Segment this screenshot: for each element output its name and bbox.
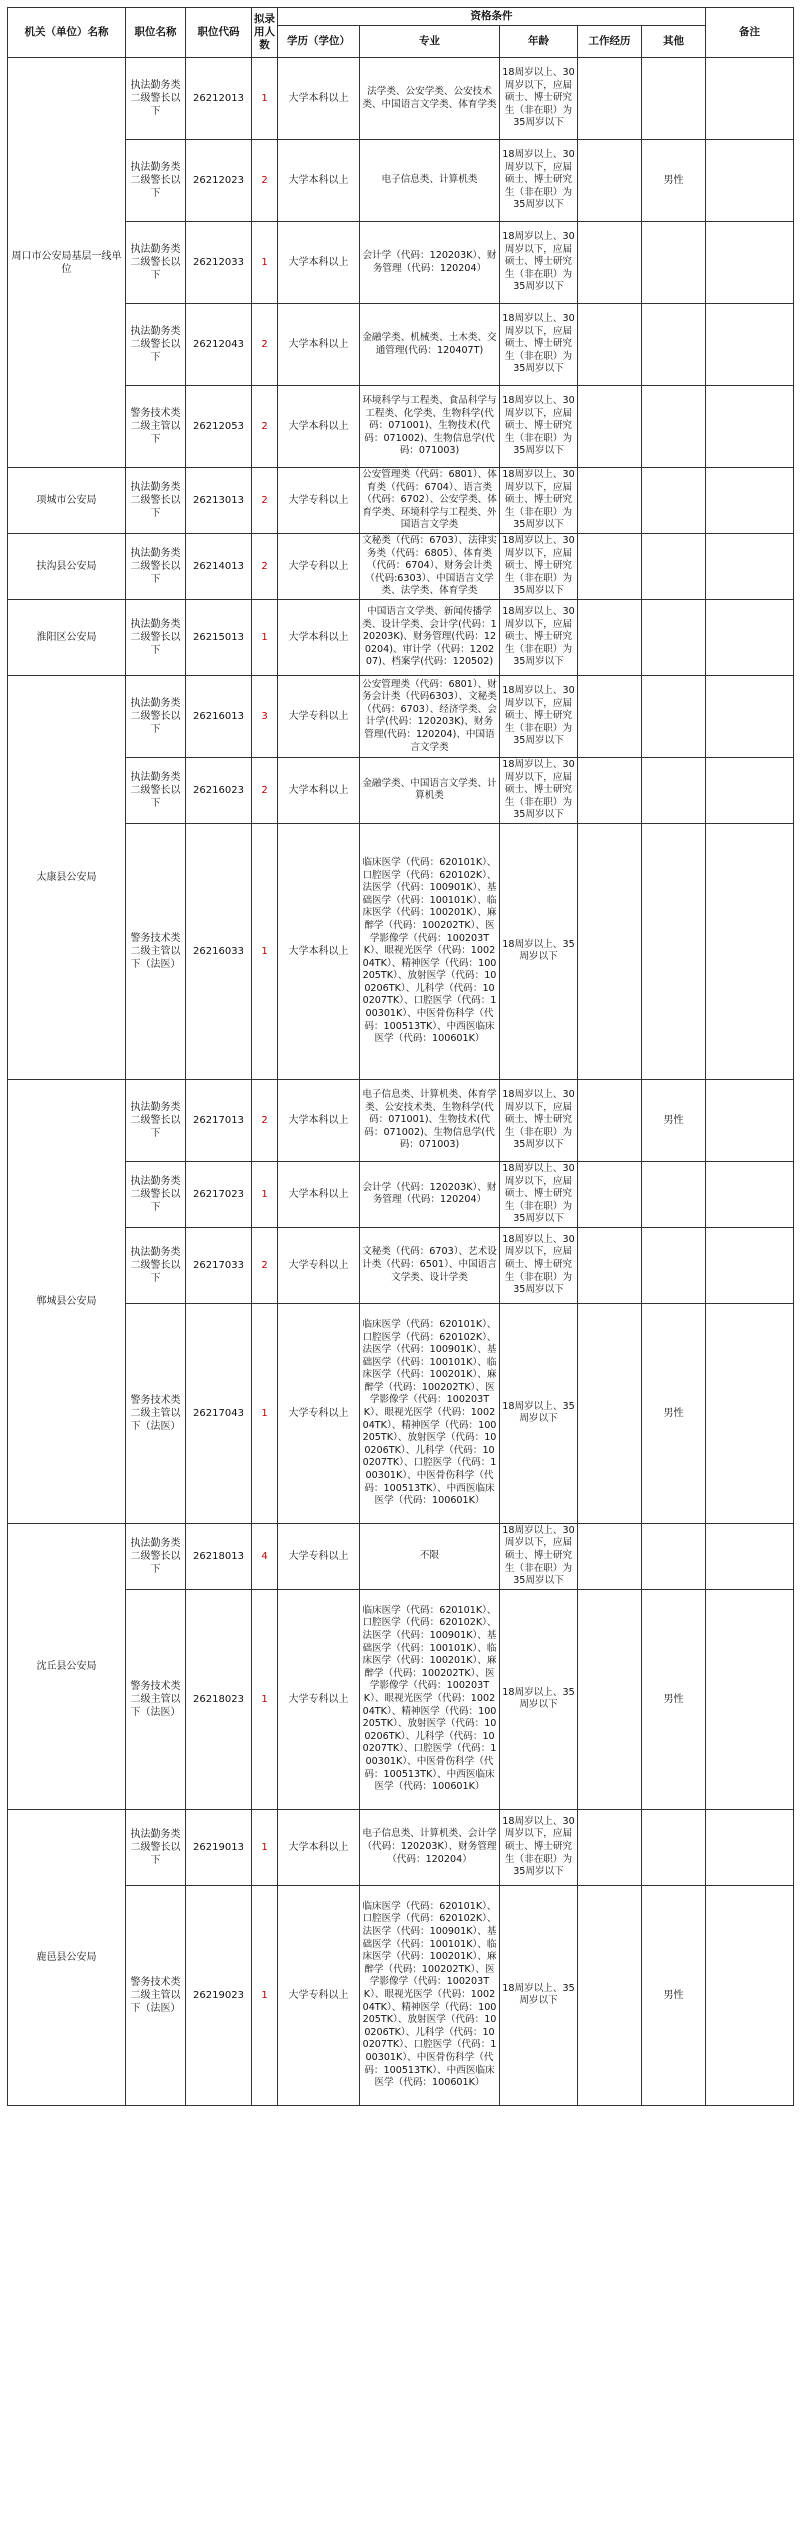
position-name: 执法勤务类二级警长以下 — [126, 757, 186, 823]
work-experience — [578, 1809, 642, 1885]
major-requirement: 金融学类、机械类、土木类、交通管理(代码：120407T) — [360, 304, 500, 386]
work-experience — [578, 58, 642, 140]
hire-count: 2 — [252, 1227, 278, 1303]
age-requirement: 18周岁以上、35周岁以下 — [500, 823, 578, 1079]
other-requirement — [642, 304, 706, 386]
other-requirement — [642, 533, 706, 599]
major-requirement: 公安管理类（代码：6801）、财务会计类（代码6303）、文秘类（代码：6703）、经济学类、会计学(代码：120203K)、财务管理(代码：120204)、中国语言文学类 — [360, 675, 500, 757]
major-requirement: 不限 — [360, 1523, 500, 1589]
position-code: 26217033 — [186, 1227, 252, 1303]
remark — [706, 1885, 794, 2105]
remark — [706, 140, 794, 222]
work-experience — [578, 1079, 642, 1161]
education-requirement: 大学专科以上 — [278, 1303, 360, 1523]
position-name: 执法勤务类二级警长以下 — [126, 222, 186, 304]
age-requirement: 18周岁以上、30周岁以下，应届硕士、博士研究生（非在职）为35周岁以下 — [500, 675, 578, 757]
age-requirement: 18周岁以上、30周岁以下，应届硕士、博士研究生（非在职）为35周岁以下 — [500, 468, 578, 534]
remark — [706, 1523, 794, 1589]
header-qualification: 资格条件 — [278, 8, 706, 26]
major-requirement: 文秘类（代码：6703）、法律实务类（代码：6805）、体育类（代码：6704）、财务会计类（代码:6303）、中国语言文学类、法学类、体育学类 — [360, 533, 500, 599]
education-requirement: 大学本科以上 — [278, 304, 360, 386]
work-experience — [578, 304, 642, 386]
hire-count: 1 — [252, 1885, 278, 2105]
table-row — [8, 1227, 794, 1303]
position-name: 执法勤务类二级警长以下 — [126, 1809, 186, 1885]
position-name: 警务技术类二级主管以下（法医） — [126, 1589, 186, 1809]
unit-name: 太康县公安局 — [8, 675, 126, 1079]
position-code: 26212033 — [186, 222, 252, 304]
header-code: 职位代码 — [186, 8, 252, 58]
hire-count: 1 — [252, 58, 278, 140]
position-name: 执法勤务类二级警长以下 — [126, 1079, 186, 1161]
table-row — [8, 1161, 794, 1227]
work-experience — [578, 675, 642, 757]
hire-count: 2 — [252, 140, 278, 222]
position-code: 26215013 — [186, 599, 252, 675]
remark — [706, 1079, 794, 1161]
work-experience — [578, 823, 642, 1079]
other-requirement: 男性 — [642, 1589, 706, 1809]
hire-count: 1 — [252, 823, 278, 1079]
hire-count: 4 — [252, 1523, 278, 1589]
position-name: 执法勤务类二级警长以下 — [126, 1227, 186, 1303]
header-remark: 备注 — [706, 8, 794, 58]
work-experience — [578, 1589, 642, 1809]
education-requirement: 大学专科以上 — [278, 1227, 360, 1303]
education-requirement: 大学本科以上 — [278, 757, 360, 823]
position-name: 执法勤务类二级警长以下 — [126, 1161, 186, 1227]
education-requirement: 大学本科以上 — [278, 386, 360, 468]
hire-count: 3 — [252, 675, 278, 757]
other-requirement — [642, 1523, 706, 1589]
hire-count: 1 — [252, 1161, 278, 1227]
table-row — [8, 58, 794, 140]
age-requirement: 18周岁以上、30周岁以下，应届硕士、博士研究生（非在职）为35周岁以下 — [500, 386, 578, 468]
unit-name: 沈丘县公安局 — [8, 1523, 126, 1809]
major-requirement: 会计学（代码：120203K）、财务管理（代码：120204） — [360, 222, 500, 304]
age-requirement: 18周岁以上、30周岁以下，应届硕士、博士研究生（非在职）为35周岁以下 — [500, 1809, 578, 1885]
header-count: 拟录用人数 — [252, 8, 278, 58]
major-requirement: 文秘类（代码：6703）、艺术设计类（代码：6501）、中国语言文学类、设计学类 — [360, 1227, 500, 1303]
position-code: 26218013 — [186, 1523, 252, 1589]
work-experience — [578, 1227, 642, 1303]
education-requirement: 大学本科以上 — [278, 222, 360, 304]
table-row — [8, 1523, 794, 1589]
remark — [706, 757, 794, 823]
major-requirement: 临床医学（代码：620101K）、口腔医学（代码：620102K）、法医学（代码：100901K）、基础医学（代码：100101K）、临床医学（代码：100201K）、麻醉学（代码：100202TK）、医学影像学（代码：100203TK）、眼视光医学（代码：100204TK）、精神医学（代码：100205TK）、放射医学（代码：100206TK）、儿科学（代码：100207TK）、口腔医学（代码：100301K）、中医骨伤科学（代码：100513TK）、中西医临床医学（代码：100601K） — [360, 1885, 500, 2105]
table-row — [8, 468, 794, 534]
other-requirement — [642, 599, 706, 675]
remark — [706, 1809, 794, 1885]
position-name: 执法勤务类二级警长以下 — [126, 533, 186, 599]
major-requirement: 临床医学（代码：620101K）、口腔医学（代码：620102K）、法医学（代码：100901K）、基础医学（代码：100101K）、临床医学（代码：100201K）、麻醉学（代码：100202TK）、医学影像学（代码：100203TK）、眼视光医学（代码：100204TK）、精神医学（代码：100205TK）、放射医学（代码：100206TK）、儿科学（代码：100207TK）、口腔医学（代码：100301K）、中医骨伤科学（代码：100513TK）、中西医临床医学（代码：100601K） — [360, 1589, 500, 1809]
unit-name: 鹿邑县公安局 — [8, 1809, 126, 2105]
work-experience — [578, 140, 642, 222]
table-row — [8, 599, 794, 675]
position-name: 执法勤务类二级警长以下 — [126, 140, 186, 222]
position-code: 26212023 — [186, 140, 252, 222]
table-row — [8, 1303, 794, 1523]
education-requirement: 大学本科以上 — [278, 1079, 360, 1161]
education-requirement: 大学本科以上 — [278, 1809, 360, 1885]
work-experience — [578, 599, 642, 675]
table-body — [8, 58, 794, 2106]
hire-count: 1 — [252, 1303, 278, 1523]
other-requirement — [642, 386, 706, 468]
header-experience: 工作经历 — [578, 26, 642, 58]
table-row — [8, 757, 794, 823]
education-requirement: 大学本科以上 — [278, 140, 360, 222]
position-name: 警务技术类二级主管以下 — [126, 386, 186, 468]
other-requirement: 男性 — [642, 1079, 706, 1161]
age-requirement: 18周岁以上、30周岁以下，应届硕士、博士研究生（非在职）为35周岁以下 — [500, 222, 578, 304]
remark — [706, 468, 794, 534]
table-row — [8, 1885, 794, 2105]
major-requirement: 电子信息类、计算机类 — [360, 140, 500, 222]
hire-count: 2 — [252, 757, 278, 823]
age-requirement: 18周岁以上、30周岁以下，应届硕士、博士研究生（非在职）为35周岁以下 — [500, 1079, 578, 1161]
position-code: 26216013 — [186, 675, 252, 757]
other-requirement — [642, 1809, 706, 1885]
position-code: 26216023 — [186, 757, 252, 823]
major-requirement: 金融学类、中国语言文学类、计算机类 — [360, 757, 500, 823]
position-code: 26218023 — [186, 1589, 252, 1809]
work-experience — [578, 1303, 642, 1523]
unit-name: 郸城县公安局 — [8, 1079, 126, 1523]
hire-count: 1 — [252, 1589, 278, 1809]
position-code: 26219023 — [186, 1885, 252, 2105]
remark — [706, 823, 794, 1079]
age-requirement: 18周岁以上、30周岁以下，应届硕士、博士研究生（非在职）为35周岁以下 — [500, 533, 578, 599]
unit-name: 周口市公安局基层一线单位 — [8, 58, 126, 468]
position-name: 警务技术类二级主管以下（法医） — [126, 1303, 186, 1523]
position-code: 26217043 — [186, 1303, 252, 1523]
education-requirement: 大学专科以上 — [278, 1523, 360, 1589]
other-requirement: 男性 — [642, 1885, 706, 2105]
age-requirement: 18周岁以上、35周岁以下 — [500, 1885, 578, 2105]
recruitment-table — [7, 7, 794, 2106]
major-requirement: 电子信息类、计算机类、会计学（代码：120203K）、财务管理（代码：120204） — [360, 1809, 500, 1885]
work-experience — [578, 1885, 642, 2105]
major-requirement: 中国语言文学类、新闻传播学类、设计学类、会计学(代码：120203K)、财务管理(代码：120204)、审计学（代码：120207)、档案学(代码：120502) — [360, 599, 500, 675]
other-requirement — [642, 58, 706, 140]
position-name: 执法勤务类二级警长以下 — [126, 304, 186, 386]
position-name: 警务技术类二级主管以下（法医） — [126, 1885, 186, 2105]
table-row — [8, 386, 794, 468]
other-requirement — [642, 222, 706, 304]
remark — [706, 675, 794, 757]
remark — [706, 533, 794, 599]
work-experience — [578, 468, 642, 534]
age-requirement: 18周岁以上、30周岁以下，应届硕士、博士研究生（非在职）为35周岁以下 — [500, 599, 578, 675]
other-requirement — [642, 468, 706, 534]
header-major: 专业 — [360, 26, 500, 58]
remark — [706, 1303, 794, 1523]
age-requirement: 18周岁以上、30周岁以下，应届硕士、博士研究生（非在职）为35周岁以下 — [500, 304, 578, 386]
position-name: 执法勤务类二级警长以下 — [126, 675, 186, 757]
hire-count: 2 — [252, 386, 278, 468]
table-row — [8, 823, 794, 1079]
remark — [706, 386, 794, 468]
unit-name: 扶沟县公安局 — [8, 533, 126, 599]
header-unit: 机关（单位）名称 — [8, 8, 126, 58]
header-education: 学历（学位） — [278, 26, 360, 58]
age-requirement: 18周岁以上、30周岁以下，应届硕士、博士研究生（非在职）为35周岁以下 — [500, 58, 578, 140]
education-requirement: 大学专科以上 — [278, 675, 360, 757]
age-requirement: 18周岁以上、30周岁以下，应届硕士、博士研究生（非在职）为35周岁以下 — [500, 1523, 578, 1589]
header-other: 其他 — [642, 26, 706, 58]
major-requirement: 环境科学与工程类、食品科学与工程类、化学类、生物科学(代码：071001)、生物技术(代码：071002)、生物信息学(代码：071003) — [360, 386, 500, 468]
other-requirement — [642, 823, 706, 1079]
work-experience — [578, 757, 642, 823]
major-requirement: 公安管理类（代码：6801）、体育类（代码：6704）、语言类（代码：6702）、公安学类、体育学类、环境科学与工程类、外国语言文学类 — [360, 468, 500, 534]
other-requirement: 男性 — [642, 140, 706, 222]
remark — [706, 1589, 794, 1809]
table-row — [8, 675, 794, 757]
work-experience — [578, 1523, 642, 1589]
remark — [706, 58, 794, 140]
unit-name: 淮阳区公安局 — [8, 599, 126, 675]
major-requirement: 电子信息类、计算机类、体育学类、公安技术类、生物科学(代码：071001)、生物技术(代码：071002)、生物信息学(代码：071003) — [360, 1079, 500, 1161]
age-requirement: 18周岁以上、30周岁以下，应届硕士、博士研究生（非在职）为35周岁以下 — [500, 1227, 578, 1303]
position-code: 26219013 — [186, 1809, 252, 1885]
table-row — [8, 222, 794, 304]
position-code: 26212013 — [186, 58, 252, 140]
education-requirement: 大学本科以上 — [278, 823, 360, 1079]
position-code: 26217013 — [186, 1079, 252, 1161]
position-name: 执法勤务类二级警长以下 — [126, 468, 186, 534]
table-row — [8, 140, 794, 222]
position-code: 26214013 — [186, 533, 252, 599]
remark — [706, 1161, 794, 1227]
position-name: 执法勤务类二级警长以下 — [126, 599, 186, 675]
age-requirement: 18周岁以上、30周岁以下，应届硕士、博士研究生（非在职）为35周岁以下 — [500, 1161, 578, 1227]
hire-count: 2 — [252, 1079, 278, 1161]
hire-count: 2 — [252, 468, 278, 534]
hire-count: 1 — [252, 1809, 278, 1885]
position-code: 26212053 — [186, 386, 252, 468]
age-requirement: 18周岁以上、35周岁以下 — [500, 1589, 578, 1809]
hire-count: 1 — [252, 222, 278, 304]
table-row — [8, 1809, 794, 1885]
hire-count: 1 — [252, 599, 278, 675]
position-code: 26212043 — [186, 304, 252, 386]
position-name: 执法勤务类二级警长以下 — [126, 1523, 186, 1589]
major-requirement: 法学类、公安学类、公安技术类、中国语言文学类、体育学类 — [360, 58, 500, 140]
remark — [706, 304, 794, 386]
remark — [706, 599, 794, 675]
education-requirement: 大学本科以上 — [278, 58, 360, 140]
other-requirement — [642, 757, 706, 823]
other-requirement: 男性 — [642, 1303, 706, 1523]
table-row — [8, 1079, 794, 1161]
other-requirement — [642, 1161, 706, 1227]
education-requirement: 大学本科以上 — [278, 1161, 360, 1227]
work-experience — [578, 533, 642, 599]
table-row — [8, 533, 794, 599]
hire-count: 2 — [252, 304, 278, 386]
education-requirement: 大学专科以上 — [278, 468, 360, 534]
table-row — [8, 1589, 794, 1809]
age-requirement: 18周岁以上、30周岁以下，应届硕士、博士研究生（非在职）为35周岁以下 — [500, 140, 578, 222]
major-requirement: 临床医学（代码：620101K）、口腔医学（代码：620102K）、法医学（代码：100901K）、基础医学（代码：100101K）、临床医学（代码：100201K）、麻醉学（代码：100202TK）、医学影像学（代码：100203TK）、眼视光医学（代码：100204TK）、精神医学（代码：100205TK）、放射医学（代码：100206TK）、儿科学（代码：100207TK）、口腔医学（代码：100301K）、中医骨伤科学（代码：100513TK）、中西医临床医学（代码：100601K） — [360, 823, 500, 1079]
age-requirement: 18周岁以上、35周岁以下 — [500, 1303, 578, 1523]
work-experience — [578, 386, 642, 468]
education-requirement: 大学本科以上 — [278, 599, 360, 675]
position-code: 26213013 — [186, 468, 252, 534]
header-age: 年龄 — [500, 26, 578, 58]
remark — [706, 222, 794, 304]
work-experience — [578, 222, 642, 304]
major-requirement: 临床医学（代码：620101K）、口腔医学（代码：620102K）、法医学（代码：100901K）、基础医学（代码：100101K）、临床医学（代码：100201K）、麻醉学（代码：100202TK）、医学影像学（代码：100203TK）、眼视光医学（代码：100204TK）、精神医学（代码：100205TK）、放射医学（代码：100206TK）、儿科学（代码：100207TK）、口腔医学（代码：100301K）、中医骨伤科学（代码：100513TK）、中西医临床医学（代码：100601K） — [360, 1303, 500, 1523]
table-row — [8, 304, 794, 386]
other-requirement — [642, 675, 706, 757]
header-position: 职位名称 — [126, 8, 186, 58]
education-requirement: 大学专科以上 — [278, 1589, 360, 1809]
position-code: 26217023 — [186, 1161, 252, 1227]
education-requirement: 大学专科以上 — [278, 533, 360, 599]
hire-count: 2 — [252, 533, 278, 599]
unit-name: 项城市公安局 — [8, 468, 126, 534]
work-experience — [578, 1161, 642, 1227]
education-requirement: 大学专科以上 — [278, 1885, 360, 2105]
age-requirement: 18周岁以上、30周岁以下，应届硕士、博士研究生（非在职）为35周岁以下 — [500, 757, 578, 823]
major-requirement: 会计学（代码：120203K）、财务管理（代码：120204） — [360, 1161, 500, 1227]
remark — [706, 1227, 794, 1303]
position-code: 26216033 — [186, 823, 252, 1079]
position-name: 执法勤务类二级警长以下 — [126, 58, 186, 140]
other-requirement — [642, 1227, 706, 1303]
position-name: 警务技术类二级主管以下（法医） — [126, 823, 186, 1079]
